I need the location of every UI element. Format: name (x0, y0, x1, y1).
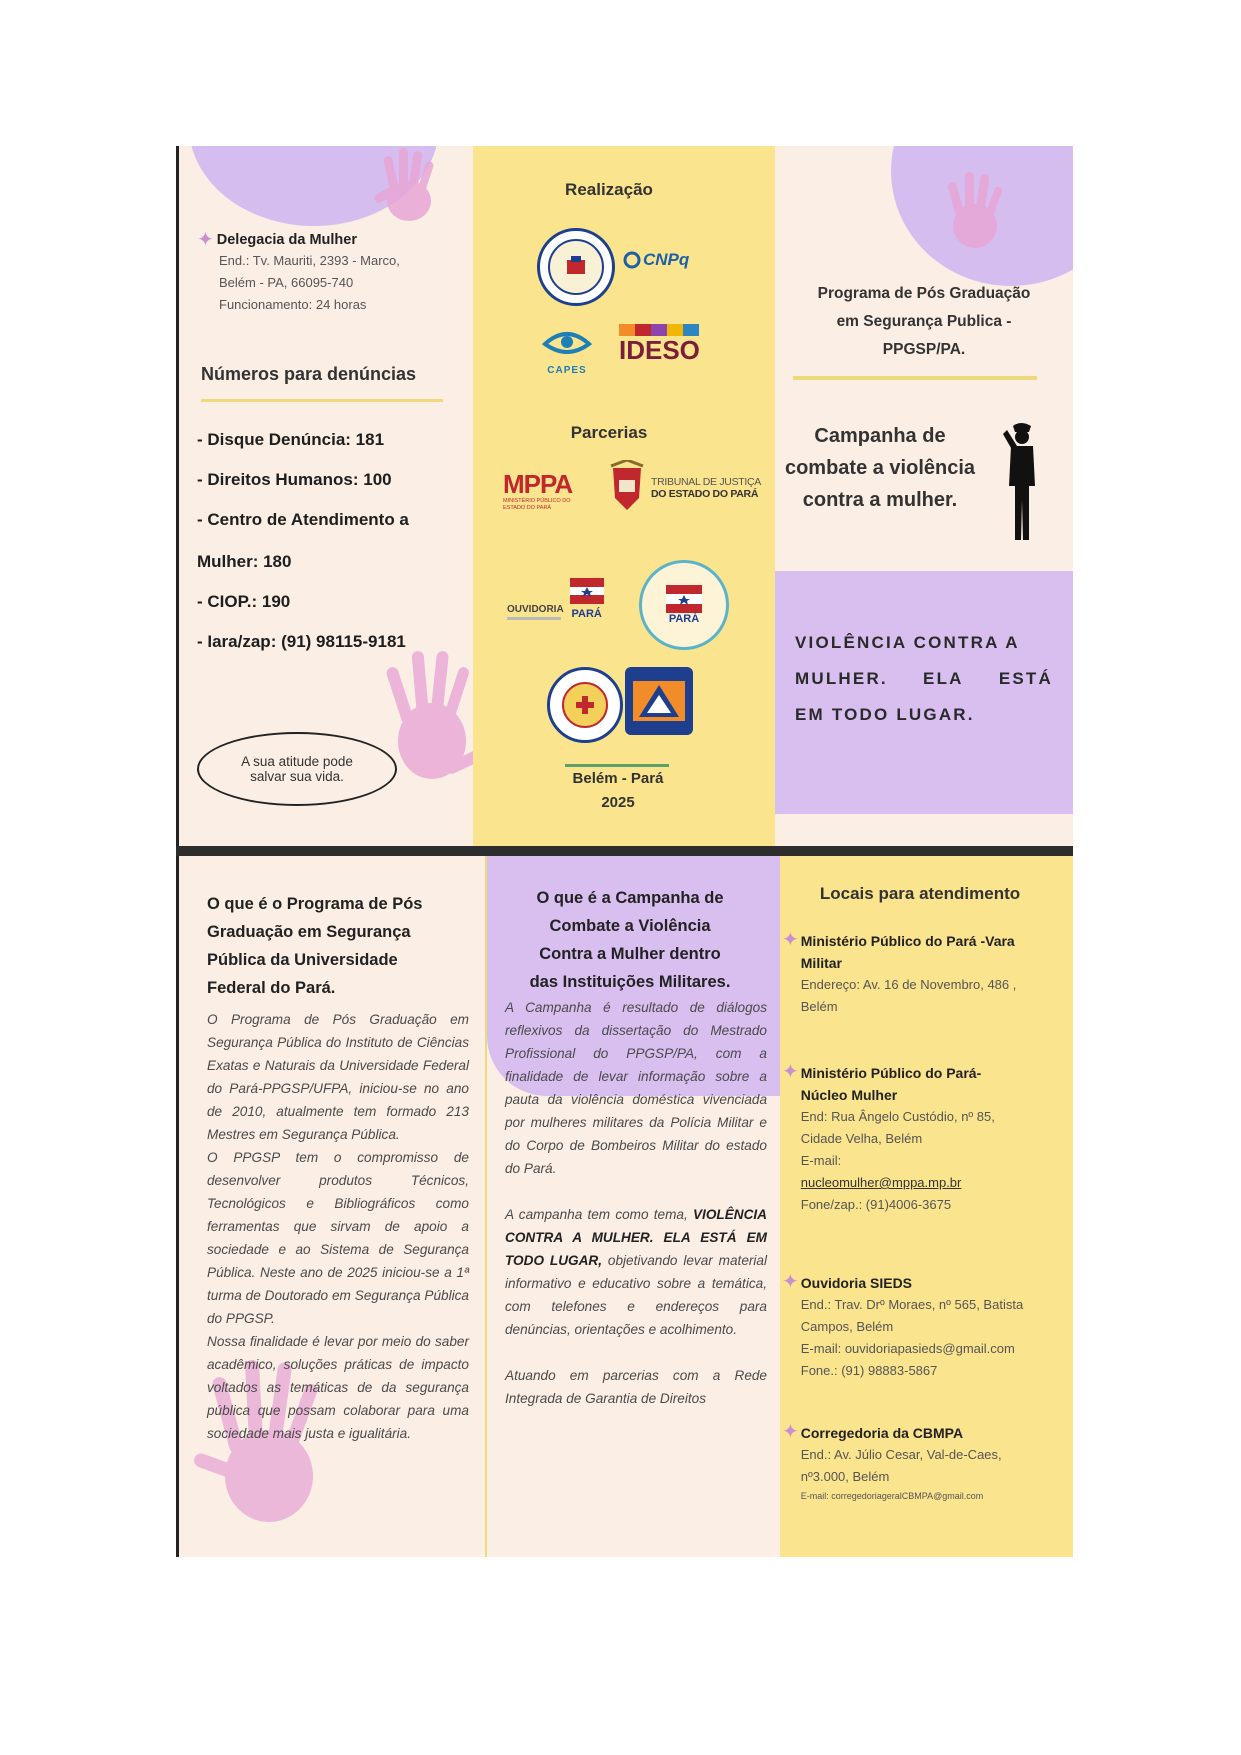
slogan-box (775, 571, 1073, 814)
sparkle-icon: ✦ (782, 1421, 799, 1443)
location-1 (782, 930, 1067, 1018)
campaign-line: Campanha de (814, 425, 946, 447)
location-4 (782, 1422, 1067, 1504)
ufpa-emblem-icon (561, 252, 591, 282)
footer-year: 2025 (601, 794, 635, 811)
mppa-text: MPPA (503, 469, 573, 499)
loc-title: Ministério Público do Pará -Vara (800, 933, 1015, 949)
program-title (785, 280, 1063, 364)
bl-title-line: Graduação em Segurança (207, 923, 411, 941)
hand-print-icon (369, 146, 449, 236)
fold-divider (176, 846, 1073, 856)
bl-title-line: Pública da Universidade (207, 951, 398, 969)
capes-logo (539, 322, 595, 376)
parcerias-heading: Parcerias (570, 423, 648, 442)
hand-print-icon (384, 646, 473, 806)
bm-paragraph-post: objetivando levar material informativo e educativo sobre a temática, com telefones e endereços para denúncias, orientações e acolhimento. (505, 1253, 768, 1337)
segup-logo (639, 560, 729, 650)
cnpq-mark-icon (623, 251, 641, 269)
bm-paragraph-bold: VIOLÊNCIA CONTRA A MULHER. ELA ESTÁ EM TODO LUGAR, (505, 1207, 767, 1268)
defesa-civil-logo (625, 667, 693, 735)
bl-paragraph: Nossa finalidade é levar por meio do saber acadêmico, soluções práticas de impacto voltados as temáticas de da segurança pública que possam colaborar para uma sociedade mais justa e igualitária. (207, 1334, 469, 1441)
loc-address: Cidade Velha, Belém (800, 1131, 923, 1146)
loc-title: Militar (800, 955, 842, 971)
top-left-panel (179, 146, 473, 846)
para-flag-icon (570, 578, 604, 604)
program-title-line: Programa de Pós Graduação (817, 285, 1031, 302)
para-text-2: PARÁ (668, 613, 700, 625)
cross-icon (574, 694, 596, 716)
bm-title-line: Contra a Mulher dentro (539, 945, 721, 963)
bottom-right-panel (780, 856, 1073, 1557)
loc-email-label: E-mail: (800, 1153, 842, 1168)
loc-address: Endereço: Av. 16 de Novembro, 486 , (800, 977, 1017, 992)
footer-city: Belém - Pará (572, 770, 664, 787)
program-title-line: em Segurança Publica - (836, 313, 1012, 330)
delegacia-title: Delegacia da Mulher (216, 232, 357, 248)
loc-email-link[interactable]: nucleomulher@mppa.mp.br (800, 1175, 962, 1190)
slogan-word: ESTÁ (998, 669, 1053, 688)
bm-paragraph-pre: A campanha tem como tema, (505, 1207, 688, 1222)
top-middle-panel (473, 146, 775, 846)
bottom-middle-panel (485, 856, 780, 1557)
mppa-subtext: MINISTÉRIO PÚBLICO DO ESTADO DO PARÁ (503, 498, 571, 511)
cnpq-logo (623, 250, 689, 270)
capes-eye-icon (541, 322, 593, 360)
loc-address: End.: Trav. Drº Moraes, nº 565, Batista (800, 1297, 1024, 1312)
location-3 (782, 1272, 1067, 1382)
bl-title (207, 890, 477, 1002)
program-title-line: PPGSP/PA. (882, 341, 966, 358)
number-item: - CIOP.: 190 (197, 592, 291, 611)
number-item: - Direitos Humanos: 100 (197, 470, 392, 489)
bm-title-line: O que é a Campanha de (536, 889, 724, 907)
bm-title (487, 884, 773, 996)
slogan-line: EM TODO LUGAR. (795, 705, 975, 724)
footer-line (565, 764, 669, 767)
capes-text: CAPES (547, 365, 587, 376)
bm-title-line: das Instituições Militares. (529, 973, 731, 991)
loc-email: E-mail: ouvidoriapasieds@gmail.com (800, 1341, 1015, 1356)
slogan-text (795, 625, 1053, 733)
ouvidoria-logo (507, 578, 604, 620)
number-item: Mulher: 180 (197, 552, 292, 571)
numbers-title-underline (201, 399, 443, 402)
slogan-line (795, 661, 1053, 697)
top-right-panel (775, 146, 1073, 846)
loc-title: Ouvidoria SIEDS (800, 1275, 913, 1291)
bubble-text-2: salvar sua vida. (250, 769, 344, 784)
slogan-line: VIOLÊNCIA CONTRA A (795, 633, 1020, 652)
numbers-title: Números para denúncias (201, 364, 417, 384)
slogan-word: MULHER. (795, 669, 888, 688)
bl-title-line: Federal do Pará. (207, 979, 336, 997)
ideso-text: IDESO (619, 335, 700, 365)
sparkle-icon: ✦ (782, 929, 799, 951)
bl-body (207, 1008, 469, 1445)
ouvidoria-text: OUVIDORIA (507, 604, 564, 615)
sparkle-icon: ✦ (782, 1061, 799, 1083)
campaign-title (775, 420, 985, 516)
campaign-line: combate a violência (784, 457, 976, 479)
loc-address: Campos, Belém (800, 1319, 894, 1334)
sparkle-icon: ✦ (782, 1271, 799, 1293)
delegacia-hours: Funcionamento: 24 horas (219, 297, 367, 312)
cnpq-text: CNPq (643, 250, 690, 269)
bm-paragraph: A Campanha é resultado de diálogos reflexivos da dissertação do Mestrado Profissional do PPGSP/PA, com a finalidade de levar informação sobre a pauta da violência doméstica vivenciada por mulheres militares da Polícia Militar e do Corpo de Bombeiros Militar do estado do Pará. (505, 1000, 767, 1176)
para-text: PARÁ (571, 608, 602, 620)
campaign-line: contra a mulher. (802, 489, 958, 511)
loc-phone: Fone/zap.: (91)4006-3675 (800, 1197, 952, 1212)
pm-seal-logo (547, 667, 623, 743)
bubble-text: A sua atitude pode (241, 754, 353, 769)
loc-email: E-mail: corregedoriageralCBMPA@gmail.com (800, 1491, 984, 1501)
loc-title: Corregedoria da CBMPA (800, 1425, 964, 1441)
ideso-logo (619, 324, 699, 364)
tjpa-text: TRIBUNAL DE JUSTIÇA (651, 476, 762, 488)
tjpa-crest-icon (607, 460, 647, 516)
bl-paragraph: O PPGSP tem o compromisso de desenvolver produtos Técnicos, Tecnológicos e Bibliográficos como ferramentas que sirvam de apoio a sociedade e ao Sistema de Segurança Pública. Neste ano de 2025 iniciou-se a 1ª turma de Doutorado em Segurança Pública do PPGSP. (207, 1150, 469, 1326)
sparkle-icon: ✦ (197, 229, 214, 251)
number-item: - Centro de Atendimento a (197, 510, 409, 529)
bm-title-line: Combate a Violência (549, 917, 711, 935)
ufpa-inner (548, 239, 604, 295)
bm-paragraph-2 (505, 1203, 767, 1341)
br-title: Locais para atendimento (819, 884, 1021, 903)
realizacao-heading: Realização (565, 180, 653, 199)
ouvidoria-sub-line (507, 617, 561, 620)
slogan-word: ELA (923, 669, 964, 688)
loc-address: End.: Av. Júlio Cesar, Val-de-Caes, (800, 1447, 1002, 1462)
bm-body (505, 996, 767, 1410)
tjpa-text-2: DO ESTADO DO PARÁ (651, 488, 759, 500)
bl-paragraph: O Programa de Pós Graduação em Segurança Pública do Instituto de Ciências Exatas e Naturais da Universidade Federal do Pará-PPGSP/UFPA, iniciou-se no ano de 2010, atualmente tem formado 213 Mestres em Segurança Pública. (207, 1012, 469, 1142)
ufpa-logo (537, 228, 615, 306)
para-flag-icon (666, 585, 702, 613)
mppa-logo (503, 470, 585, 512)
delegacia-address: End.: Tv. Mauriti, 2393 - Marco, (219, 253, 400, 268)
pm-seal-inner (562, 682, 608, 728)
location-2 (782, 1062, 1067, 1216)
numbers-list (197, 430, 467, 672)
attitude-bubble (197, 732, 397, 806)
loc-phone: Fone.: (91) 98883-5867 (800, 1363, 938, 1378)
saluting-soldier-icon (999, 420, 1043, 544)
program-underline (793, 376, 1037, 380)
defesa-civil-icon (633, 681, 685, 721)
loc-title: Ministério Público do Pará- (800, 1065, 982, 1081)
hand-print-icon (937, 168, 1017, 260)
number-item: - Disque Denúncia: 181 (197, 430, 385, 449)
number-item: - Iara/zap: (91) 98115-9181 (197, 632, 406, 651)
loc-address: Belém (800, 999, 838, 1014)
loc-address: End: Rua Ângelo Custódio, nº 85, (800, 1109, 995, 1124)
tjpa-logo (607, 460, 761, 516)
loc-address: nº3.000, Belém (800, 1469, 890, 1484)
delegacia-block (197, 230, 467, 316)
delegacia-address-2: Belém - PA, 66095-740 (219, 275, 354, 290)
bl-title-line: O que é o Programa de Pós (207, 895, 423, 913)
loc-title: Núcleo Mulher (800, 1087, 898, 1103)
bottom-left-panel (179, 856, 485, 1557)
bm-paragraph-3: Atuando em parcerias com a Rede Integrada de Garantia de Direitos (505, 1368, 767, 1406)
